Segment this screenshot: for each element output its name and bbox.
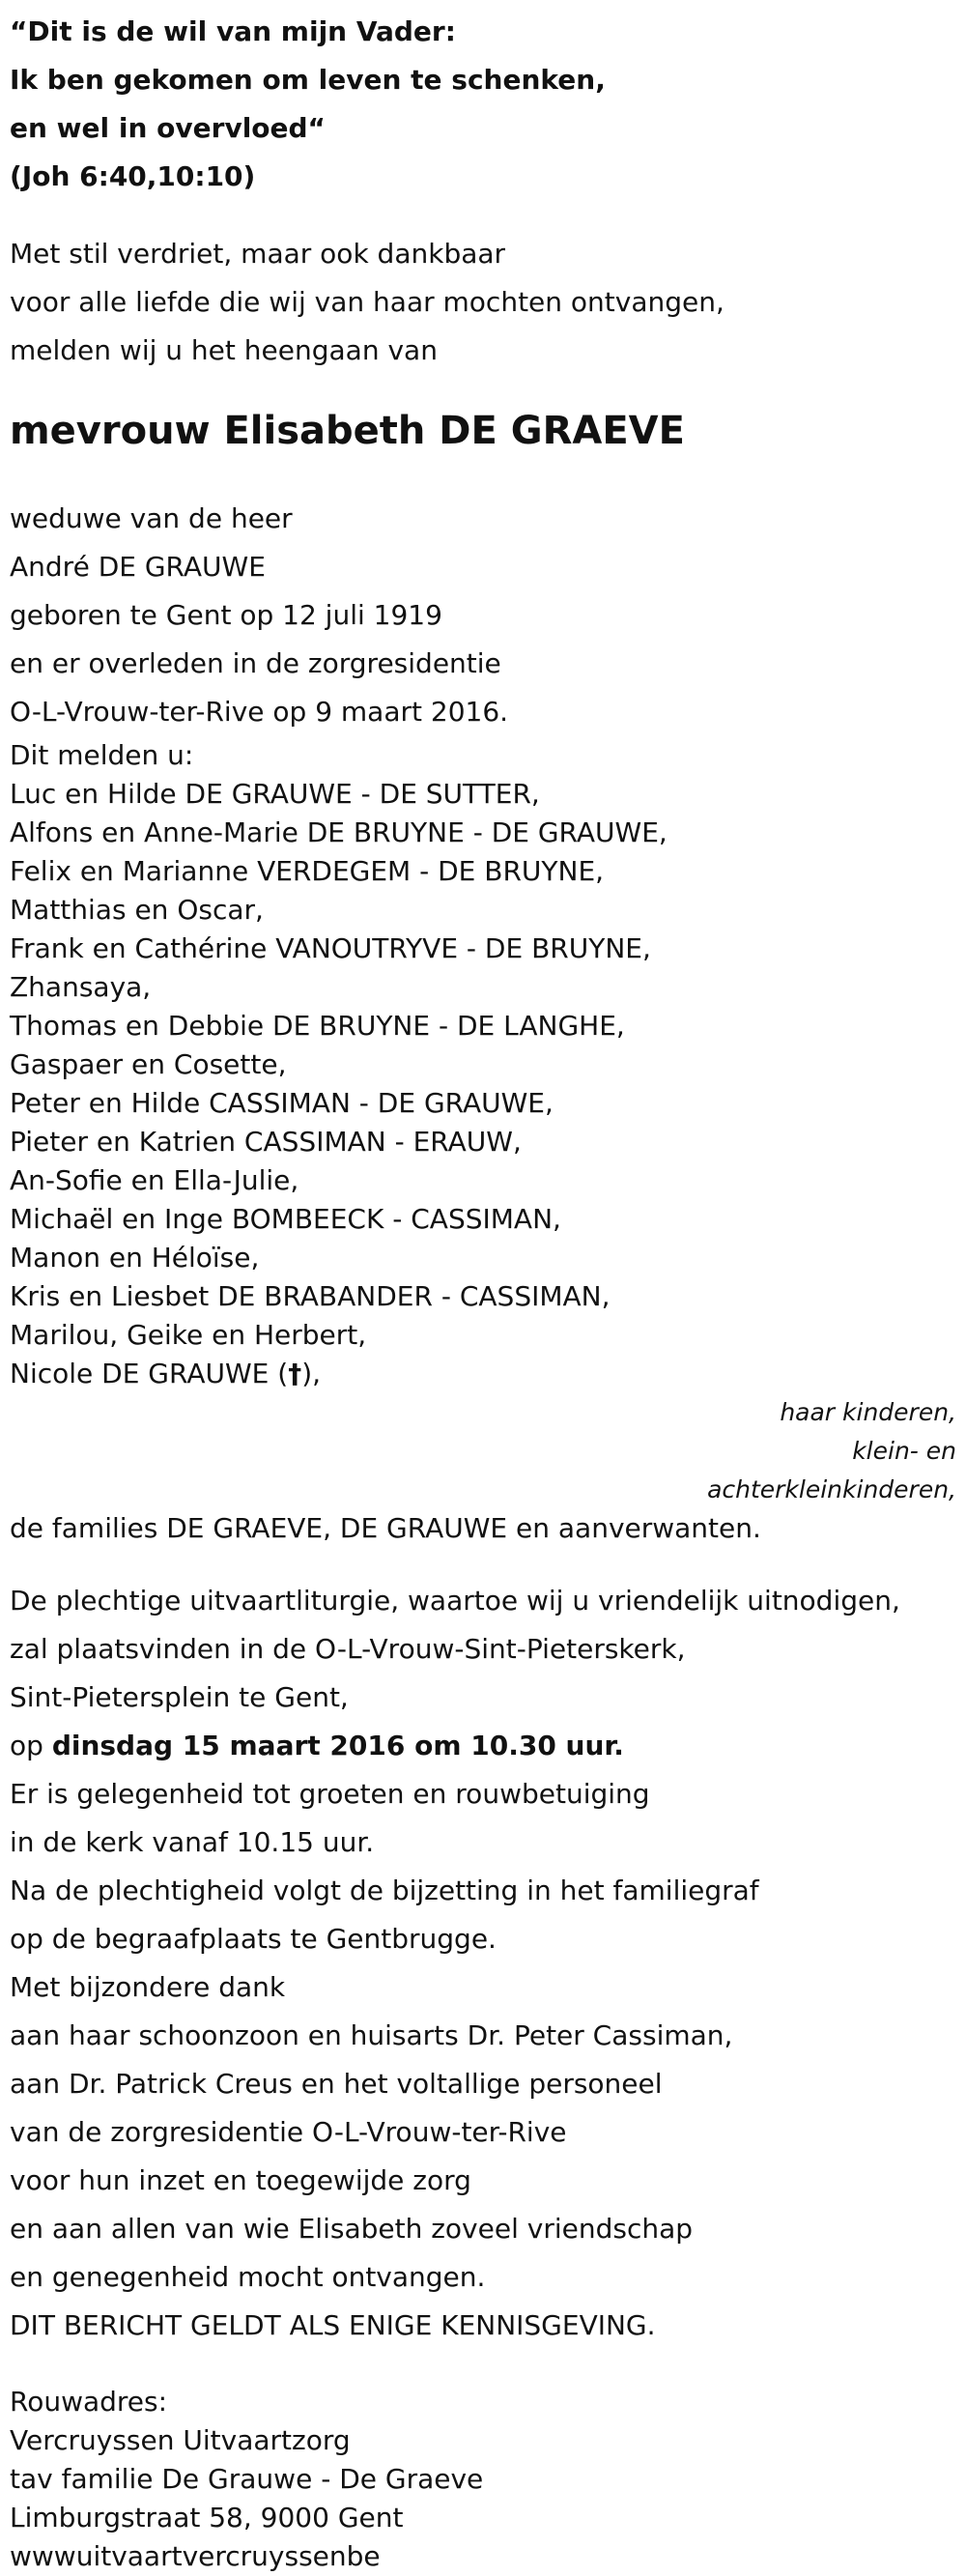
address-line: tav familie De Grauwe - De Graeve: [10, 2463, 484, 2495]
relation-line: haar kinderen,: [780, 1398, 956, 1426]
family-member: Kris en Liesbet DE BRABANDER - CASSIMAN,: [10, 1280, 611, 1312]
families-line: de families DE GRAEVE, DE GRAUWE en aanverwanten.: [10, 1512, 761, 1544]
deceased-name: mevrouw Elisabeth DE GRAEVE: [10, 409, 685, 453]
thanks-line: en aan allen van wie Elisabeth zoveel vriendschap: [10, 2213, 694, 2245]
family-member-deceased: [10, 1355, 956, 1393]
bio-line: en er overleden in de zorgresidentie: [10, 647, 501, 679]
thanks-line: Met bijzondere dank: [10, 1971, 286, 2003]
bible-quote: [10, 8, 956, 201]
intro-line: melden wij u het heengaan van: [10, 334, 438, 366]
family-member: Frank en Cathérine VANOUTRYVE - DE BRUYNE,: [10, 932, 651, 964]
quote-reference: (Joh 6:40,10:10): [10, 160, 256, 192]
family-member: Marilou, Geike en Herbert,: [10, 1319, 367, 1351]
mourning-address: [10, 2383, 956, 2576]
intro-text: [10, 230, 956, 375]
bio-line: O-L-Vrouw-ter-Rive op 9 maart 2016.: [10, 696, 509, 728]
family-member-suffix: ),: [301, 1358, 322, 1389]
ceremony-date-line: [10, 1722, 956, 1770]
address-line: Vercruyssen Uitvaartzorg: [10, 2424, 351, 2456]
intro-line: voor alle liefde die wij van haar mochten ontvangen,: [10, 286, 724, 318]
ceremony-line: zal plaatsvinden in de O-L-Vrouw-Sint-Pieterskerk,: [10, 1633, 686, 1665]
ceremony-line: Na de plechtigheid volgt de bijzetting in het familiegraf: [10, 1875, 759, 1906]
thanks-line: voor hun inzet en toegewijde zorg: [10, 2164, 471, 2196]
thanks-line: en genegenheid mocht ontvangen.: [10, 2261, 486, 2293]
ceremony-line: Sint-Pietersplein te Gent,: [10, 1681, 349, 1713]
notice-statement: DIT BERICHT GELDT ALS ENIGE KENNISGEVING.: [10, 2309, 656, 2341]
ceremony-info: [10, 1577, 956, 2350]
quote-line-3: en wel in overvloed“: [10, 112, 326, 144]
thanks-line: aan Dr. Patrick Creus en het voltallige personeel: [10, 2068, 663, 2100]
family-member: Matthias en Oscar,: [10, 894, 264, 926]
family-member: Zhansaya,: [10, 971, 152, 1003]
family-member: Michaël en Inge BOMBEECK - CASSIMAN,: [10, 1203, 561, 1235]
death-notice: [10, 8, 956, 2576]
bio-line: André DE GRAUWE: [10, 551, 266, 583]
family-member: Felix en Marianne VERDEGEM - DE BRUYNE,: [10, 855, 605, 887]
ceremony-line: in de kerk vanaf 10.15 uur.: [10, 1826, 375, 1858]
address-website: wwwuitvaartvercruyssenbe: [10, 2540, 381, 2572]
family-member: Pieter en Katrien CASSIMAN - ERAUW,: [10, 1126, 522, 1158]
relation-note: [10, 1393, 956, 1509]
family-list: [10, 736, 956, 1393]
family-heading: Dit melden u:: [10, 739, 194, 771]
relation-line: klein- en: [852, 1437, 956, 1465]
intro-line: Met stil verdriet, maar ook dankbaar: [10, 238, 506, 270]
ceremony-line: De plechtige uitvaartliturgie, waartoe wij u vriendelijk uitnodigen,: [10, 1585, 900, 1617]
quote-line-2: Ik ben gekomen om leven te schenken,: [10, 64, 606, 96]
family-member: An-Sofie en Ella-Julie,: [10, 1164, 299, 1196]
thanks-line: aan haar schoonzoon en huisarts Dr. Peter Cassiman,: [10, 2019, 733, 2051]
family-member-name: Nicole DE GRAUWE (: [10, 1358, 289, 1389]
ceremony-line: op de begraafplaats te Gentbrugge.: [10, 1923, 497, 1955]
biography: [10, 495, 956, 736]
relation-line: achterkleinkinderen,: [707, 1475, 956, 1503]
bio-line: geboren te Gent op 12 juli 1919: [10, 599, 442, 631]
families-line-wrap: [10, 1509, 956, 1548]
address-line: Limburgstraat 58, 9000 Gent: [10, 2502, 404, 2533]
family-member: Peter en Hilde CASSIMAN - DE GRAUWE,: [10, 1087, 554, 1119]
address-heading: Rouwadres:: [10, 2386, 168, 2418]
cross-icon: †: [288, 1358, 302, 1389]
family-member: Gaspaer en Cosette,: [10, 1048, 287, 1080]
ceremony-date: dinsdag 15 maart 2016 om 10.30 uur.: [51, 1730, 624, 1761]
family-member: Thomas en Debbie DE BRUYNE - DE LANGHE,: [10, 1010, 625, 1042]
family-member: Manon en Héloïse,: [10, 1242, 260, 1274]
bio-line: weduwe van de heer: [10, 502, 293, 534]
family-member: Luc en Hilde DE GRAUWE - DE SUTTER,: [10, 778, 540, 810]
quote-line-1: “Dit is de wil van mijn Vader:: [10, 15, 456, 47]
ceremony-line: Er is gelegenheid tot groeten en rouwbetuiging: [10, 1778, 650, 1810]
thanks-line: van de zorgresidentie O-L-Vrouw-ter-Rive: [10, 2116, 567, 2148]
ceremony-date-prefix: op: [10, 1730, 52, 1761]
family-member: Alfons en Anne-Marie DE BRUYNE - DE GRAUWE,: [10, 816, 668, 848]
